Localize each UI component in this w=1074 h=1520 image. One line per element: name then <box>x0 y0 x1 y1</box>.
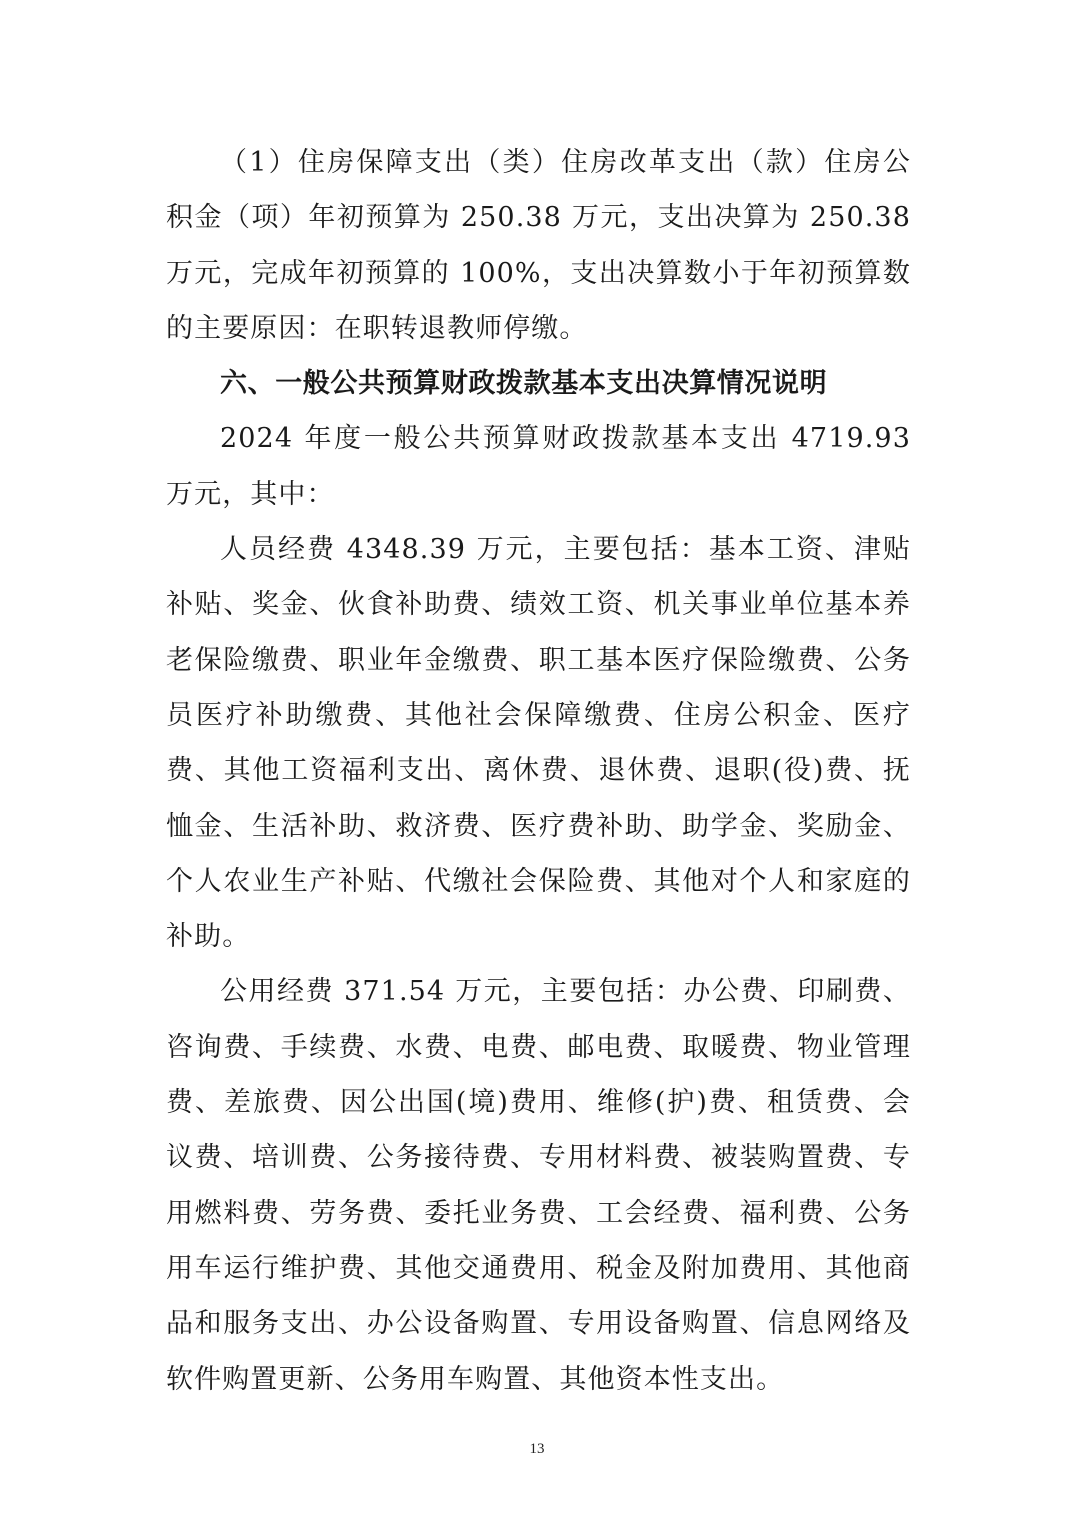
page-content <box>166 135 911 1407</box>
paragraph-housing-fund: （1）住房保障支出（类）住房改革支出（款）住房公积金（项）年初预算为 250.38 万元，支出决算为 250.38 万元，完成年初预算的 100%，支出决算数小于年初预算数的主要原因：在职转退教师停缴。 <box>166 147 911 344</box>
page-number: 13 <box>529 1441 545 1457</box>
section-heading-basic-expenditure: 六、一般公共预算财政拨款基本支出决算情况说明 <box>220 368 828 400</box>
paragraph-personnel-expenses: 人员经费 4348.39 万元，主要包括：基本工资、津贴补贴、奖金、伙食补助费、绩效工资、机关事业单位基本养老保险缴费、职业年金缴费、职工基本医疗保险缴费、公务员医疗补助缴费、其他社会保障缴费、住房公积金、医疗费、其他工资福利支出、离休费、退休费、退职(役)费、抚恤金、生活补助、救济费、医疗费补助、助学金、奖励金、个人农业生产补贴、代缴社会保险费、其他对个人和家庭的补助。 <box>166 534 911 953</box>
paragraph-basic-expenditure-total: 2024 年度一般公共预算财政拨款基本支出 4719.93 万元，其中： <box>166 423 911 510</box>
paragraph-public-expenses: 公用经费 371.54 万元，主要包括：办公费、印刷费、咨询费、手续费、水费、电费、邮电费、取暖费、物业管理费、差旅费、因公出国(境)费用、维修(护)费、租赁费、会议费、培训费、公务接待费、专用材料费、被装购置费、专用燃料费、劳务费、委托业务费、工会经费、福利费、公务用车运行维护费、其他交通费用、税金及附加费用、其他商品和服务支出、办公设备购置、专用设备购置、信息网络及软件购置更新、公务用车购置、其他资本性支出。 <box>166 976 911 1395</box>
